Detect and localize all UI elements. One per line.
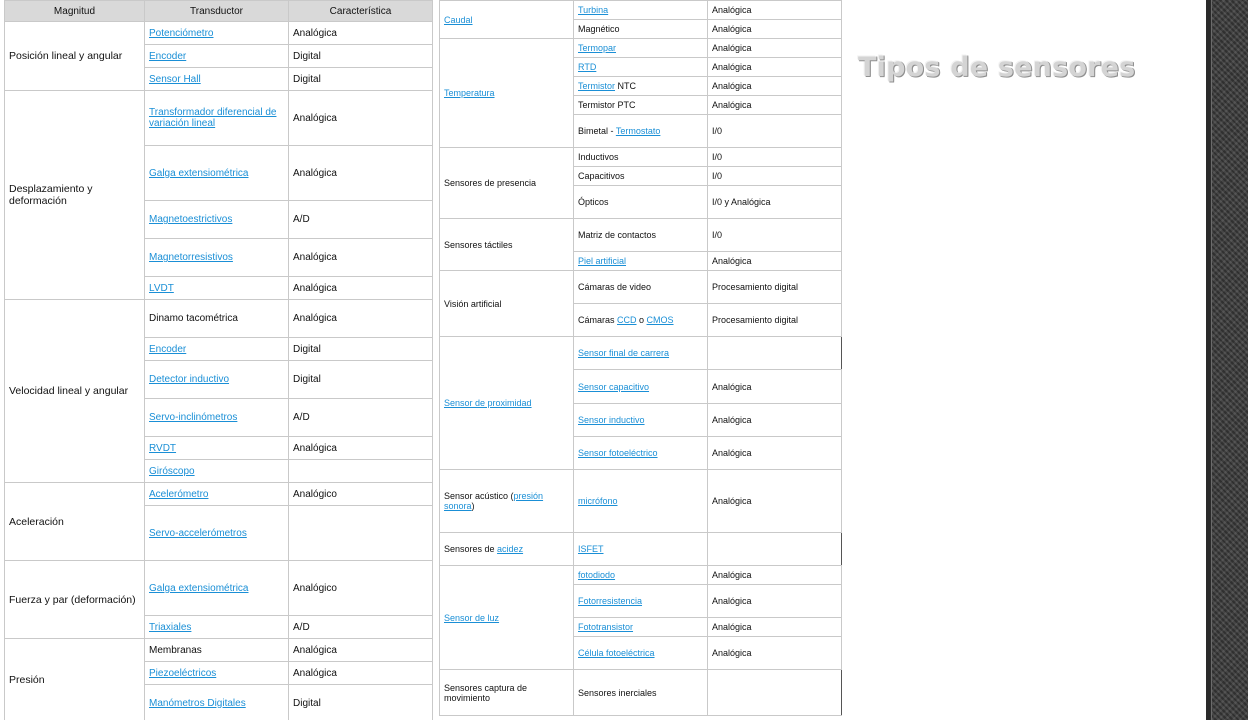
table-row — [5, 561, 433, 616]
transductor-cell: Matriz de contactos — [574, 219, 708, 252]
decorative-texture-strip — [1206, 0, 1248, 720]
link-fotorresistencia[interactable]: Fotorresistencia — [578, 596, 643, 606]
transductor-link[interactable]: Manómetros Digitales — [149, 697, 246, 709]
caracteristica-cell: Analógica — [289, 91, 433, 146]
transductor-cell: Cámaras de video — [574, 271, 708, 304]
transductor-cell: Membranas — [145, 639, 289, 662]
caracteristica-cell: Analógica — [289, 639, 433, 662]
link-microfono[interactable]: micrófono — [578, 496, 618, 506]
transductor-link[interactable]: Galga extensiométrica — [149, 582, 249, 594]
caracteristica-cell — [708, 533, 842, 566]
transductor-cell: Inductivos — [574, 148, 708, 167]
transductor-link[interactable]: Giróscopo — [149, 465, 195, 477]
link-turbina[interactable]: Turbina — [578, 5, 609, 15]
caracteristica-cell: Analógica — [289, 146, 433, 201]
table-row — [440, 337, 842, 370]
transductor-cell — [145, 399, 289, 437]
link-sensor-de-luz[interactable]: Sensor de luz — [444, 612, 500, 623]
table-row — [5, 639, 433, 662]
link-piel-artificial[interactable]: Piel artificial — [578, 256, 627, 266]
transductor-link[interactable]: Piezoeléctricos — [149, 667, 217, 679]
header-caracteristica: Característica — [289, 1, 433, 22]
link-fotodiodo[interactable]: fotodiodo — [578, 570, 616, 580]
magnitud-cell — [440, 470, 574, 533]
transductor-cell — [145, 437, 289, 460]
transductor-cell — [145, 91, 289, 146]
transductor-link[interactable]: Encoder — [149, 343, 187, 355]
link-sensor-inductivo[interactable]: Sensor inductivo — [578, 415, 645, 425]
transductor-link[interactable]: Sensor Hall — [149, 73, 201, 85]
link-cmos[interactable]: CMOS — [646, 315, 674, 325]
caracteristica-cell: Analógica — [708, 470, 842, 533]
caracteristica-cell: Analógica — [708, 58, 842, 77]
caracteristica-cell: Analógica — [708, 566, 842, 585]
magnitud-cell: Sensores captura de movimiento — [440, 670, 574, 716]
transductor-cell — [145, 506, 289, 561]
caracteristica-cell: Digital — [289, 685, 433, 720]
caracteristica-cell: A/D — [289, 399, 433, 437]
table-row — [5, 483, 433, 506]
transductor-cell — [574, 115, 708, 148]
caracteristica-cell: Analógico — [289, 483, 433, 506]
link-fototransistor[interactable]: Fototransistor — [578, 622, 634, 632]
table-row — [5, 91, 433, 146]
table-row — [440, 670, 842, 716]
transductor-cell — [145, 277, 289, 300]
transductor-cell: Sensores inerciales — [574, 670, 708, 716]
transductor-link[interactable]: Magnetoestrictivos — [149, 214, 233, 225]
link-caudal[interactable]: Caudal — [444, 14, 473, 25]
transductor-cell — [145, 239, 289, 277]
caracteristica-cell — [289, 460, 433, 483]
transductor-link[interactable]: Servo-inclinómetros — [149, 412, 238, 423]
header-transductor: Transductor — [145, 1, 289, 22]
magnitud-cell: Sensores de presencia — [440, 148, 574, 219]
acidez-label: Sensores de — [444, 544, 498, 554]
table-row — [440, 533, 842, 566]
paren-close: ) — [471, 501, 475, 511]
magnitud-cell: Sensores táctiles — [440, 219, 574, 271]
transductor-cell — [145, 68, 289, 91]
caracteristica-cell: I/0 — [708, 148, 842, 167]
caracteristica-cell: Analógica — [708, 77, 842, 96]
table-row — [440, 566, 842, 585]
caracteristica-cell: Analógica — [289, 300, 433, 338]
magnitud-cell — [440, 566, 574, 670]
transductor-link[interactable]: Magnetorresistivos — [149, 252, 233, 263]
caracteristica-cell: A/D — [289, 616, 433, 639]
acustico-label: Sensor acústico ( — [444, 491, 514, 501]
table-header-row — [5, 1, 433, 22]
magnitud-cell: Visión artificial — [440, 271, 574, 337]
link-sensor-fotoelectrico[interactable]: Sensor fotoeléctrico — [578, 448, 658, 458]
link-presion-sonora[interactable]: presión sonora — [444, 491, 544, 511]
link-temperatura[interactable]: Temperatura — [444, 88, 495, 98]
transductor-cell — [145, 483, 289, 506]
caracteristica-cell: Analógica — [708, 370, 842, 404]
transductor-cell — [574, 304, 708, 337]
link-termopar[interactable]: Termopar — [578, 43, 617, 53]
caracteristica-cell: Analógica — [708, 96, 842, 115]
transductor-cell: Magnético — [574, 20, 708, 39]
table-row — [440, 1, 842, 20]
link-ccd[interactable]: CCD — [617, 315, 637, 325]
caracteristica-cell: Analógica — [289, 22, 433, 45]
magnitud-cell: Presión — [5, 639, 145, 720]
caracteristica-cell: Digital — [289, 45, 433, 68]
magnitud-cell — [440, 337, 574, 470]
transductor-cell: Dinamo tacométrica — [145, 300, 289, 338]
caracteristica-cell: Digital — [289, 68, 433, 91]
caracteristica-cell: Analógica — [708, 618, 842, 637]
magnitud-cell: Aceleración — [5, 483, 145, 561]
or-label: o — [636, 315, 647, 325]
link-sensor-capacitivo[interactable]: Sensor capacitivo — [578, 381, 650, 392]
caracteristica-cell: Analógica — [289, 239, 433, 277]
sensor-table-left — [4, 0, 433, 720]
caracteristica-cell: I/0 y Analógica — [708, 186, 842, 219]
transductor-cell — [574, 77, 708, 96]
transductor-cell — [145, 361, 289, 399]
bimetal-label: Bimetal - — [578, 126, 616, 136]
caracteristica-cell: Analógica — [708, 404, 842, 437]
table-row — [440, 148, 842, 167]
transductor-cell: Termistor PTC — [574, 96, 708, 115]
table-row — [440, 470, 842, 533]
caracteristica-cell: Analógica — [708, 39, 842, 58]
transductor-cell: Capacitivos — [574, 167, 708, 186]
caracteristica-cell — [289, 506, 433, 561]
slide-title: Tipos de sensores — [858, 52, 1136, 83]
magnitud-cell — [440, 533, 574, 566]
caracteristica-cell: Analógica — [708, 1, 842, 20]
caracteristica-cell: Analógico — [289, 561, 433, 616]
caracteristica-cell: I/0 — [708, 115, 842, 148]
link-termistor[interactable]: Termistor — [578, 81, 616, 91]
caracteristica-cell: Procesamiento digital — [708, 271, 842, 304]
transductor-cell — [145, 561, 289, 616]
transductor-link[interactable]: RVDT — [149, 442, 177, 454]
transductor-cell — [145, 45, 289, 68]
link-termostato[interactable]: Termostato — [615, 126, 661, 136]
caracteristica-cell: Analógica — [289, 437, 433, 460]
magnitud-cell: Posición lineal y angular — [5, 22, 145, 91]
transductor-cell — [145, 338, 289, 361]
caracteristica-cell: Analógica — [708, 20, 842, 39]
magnitud-cell: Velocidad lineal y angular — [5, 300, 145, 483]
transductor-link[interactable]: LVDT — [149, 282, 174, 294]
caracteristica-cell: Digital — [289, 338, 433, 361]
transductor-cell — [145, 146, 289, 201]
transductor-cell — [145, 616, 289, 639]
transductor-cell — [145, 662, 289, 685]
caracteristica-cell: Procesamiento digital — [708, 304, 842, 337]
link-sensor-proximidad[interactable]: Sensor de proximidad — [444, 398, 532, 408]
magnitud-cell: Fuerza y par (deformación) — [5, 561, 145, 639]
table-row — [5, 300, 433, 338]
transductor-cell — [145, 201, 289, 239]
header-magnitud: Magnitud — [5, 1, 145, 22]
transductor-link[interactable]: Potenciómetro — [149, 27, 214, 39]
transductor-cell — [145, 460, 289, 483]
texture-edge — [1206, 0, 1212, 720]
caracteristica-cell: Analógica — [289, 662, 433, 685]
caracteristica-cell: Analógica — [708, 437, 842, 470]
transductor-link[interactable]: Servo-accelerómetros — [149, 527, 247, 539]
caracteristica-cell: Analógica — [708, 637, 842, 670]
caracteristica-cell: Digital — [289, 361, 433, 399]
transductor-link[interactable]: Acelerómetro — [149, 488, 209, 500]
magnitud-cell — [440, 1, 574, 39]
ntc-label: NTC — [615, 81, 637, 91]
caracteristica-cell — [708, 337, 842, 370]
link-final-de-carrera[interactable]: Sensor final de carrera — [578, 348, 670, 358]
transductor-cell — [145, 685, 289, 720]
caracteristica-cell: I/0 — [708, 219, 842, 252]
magnitud-cell: Desplazamiento y deformación — [5, 91, 145, 300]
transductor-link[interactable]: Transformador diferencial de variación lineal — [149, 107, 277, 129]
link-rtd[interactable]: RTD — [578, 62, 597, 72]
table-row — [440, 39, 842, 58]
caracteristica-cell: Analógica — [289, 277, 433, 300]
transductor-link[interactable]: Galga extensiométrica — [149, 167, 249, 179]
camaras-label: Cámaras — [578, 315, 618, 325]
link-isfet[interactable]: ISFET — [578, 544, 604, 554]
transductor-link[interactable]: Triaxiales — [149, 621, 192, 633]
table-row — [440, 219, 842, 252]
caracteristica-cell — [708, 670, 842, 716]
link-acidez[interactable]: acidez — [497, 544, 524, 554]
caracteristica-cell: I/0 — [708, 167, 842, 186]
transductor-cell — [145, 22, 289, 45]
table-row — [5, 22, 433, 45]
caracteristica-cell: Analógica — [708, 252, 842, 271]
table-row — [440, 271, 842, 304]
caracteristica-cell: Analógica — [708, 585, 842, 618]
transductor-link[interactable]: Detector inductivo — [149, 374, 230, 385]
caracteristica-cell: A/D — [289, 201, 433, 239]
magnitud-cell — [440, 39, 574, 148]
sensor-table-right — [439, 0, 842, 716]
transductor-link[interactable]: Encoder — [149, 50, 187, 62]
transductor-cell: Ópticos — [574, 186, 708, 219]
link-celula-fotoelectrica[interactable]: Célula fotoeléctrica — [578, 648, 655, 658]
